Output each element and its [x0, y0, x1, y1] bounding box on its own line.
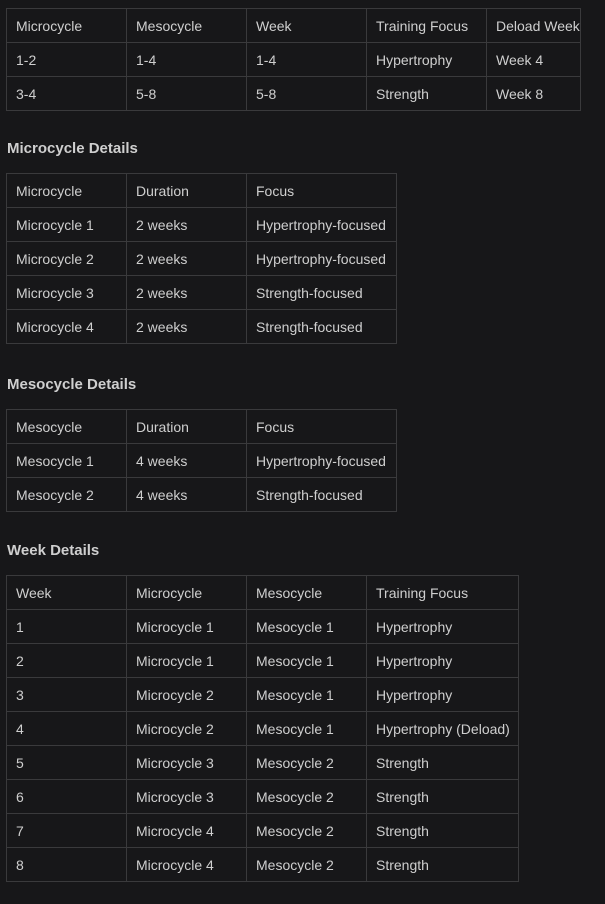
table-header-row: [7, 576, 519, 610]
header-cell: Duration: [127, 410, 247, 444]
table-cell: Mesocycle 2: [247, 814, 367, 848]
table-cell: Microcycle 4: [7, 310, 127, 344]
table-cell: 2 weeks: [127, 242, 247, 276]
table-cell: 1-4: [127, 43, 247, 77]
table-cell: Week 8: [487, 77, 581, 111]
table-cell: Mesocycle 1: [247, 610, 367, 644]
table-cell: Strength: [367, 746, 519, 780]
table-cell: Mesocycle 2: [247, 746, 367, 780]
table-cell: 4 weeks: [127, 478, 247, 512]
table-cell: Microcycle 1: [7, 208, 127, 242]
header-cell: Mesocycle: [7, 410, 127, 444]
table-cell: Mesocycle 1: [247, 644, 367, 678]
table-cell: Hypertrophy: [367, 678, 519, 712]
table-cell: Hypertrophy: [367, 43, 487, 77]
table-row: [7, 43, 581, 77]
section-heading-week-details: Week Details: [7, 542, 100, 559]
table-cell: Hypertrophy-focused: [247, 444, 397, 478]
table-row: [7, 610, 519, 644]
header-cell: Focus: [247, 410, 397, 444]
table-cell: Strength-focused: [247, 478, 397, 512]
table-cell: 5: [7, 746, 127, 780]
table-cell: Hypertrophy-focused: [247, 208, 397, 242]
table-row: [7, 848, 519, 882]
table-cell: 2 weeks: [127, 310, 247, 344]
section-heading-microcycle-details: Microcycle Details: [7, 140, 138, 157]
header-cell: Duration: [127, 174, 247, 208]
table-cell: Mesocycle 1: [247, 712, 367, 746]
table-cell: 4 weeks: [127, 444, 247, 478]
table-cell: Strength-focused: [247, 276, 397, 310]
table-header-row: [7, 410, 397, 444]
table-cell: Strength: [367, 814, 519, 848]
table-cell: 2 weeks: [127, 208, 247, 242]
header-cell: Microcycle: [7, 9, 127, 43]
header-cell: Deload Week: [487, 9, 581, 43]
table-cell: 2: [7, 644, 127, 678]
table-cell: Mesocycle 2: [247, 780, 367, 814]
table-row: [7, 310, 397, 344]
mesocycle-details-table: [6, 409, 397, 512]
week-details-table: [6, 575, 519, 882]
table-cell: 2 weeks: [127, 276, 247, 310]
header-cell: Mesocycle: [127, 9, 247, 43]
table-cell: 3-4: [7, 77, 127, 111]
table-cell: Microcycle 3: [127, 780, 247, 814]
table-cell: Mesocycle 1: [7, 444, 127, 478]
table-cell: Hypertrophy: [367, 610, 519, 644]
table-cell: 5-8: [127, 77, 247, 111]
table-cell: Microcycle 3: [127, 746, 247, 780]
table-cell: Hypertrophy-focused: [247, 242, 397, 276]
table-cell: Microcycle 2: [7, 242, 127, 276]
header-cell: Training Focus: [367, 9, 487, 43]
table-header-row: [7, 9, 581, 43]
table-cell: Microcycle 1: [127, 644, 247, 678]
table-row: [7, 208, 397, 242]
header-cell: Microcycle: [7, 174, 127, 208]
table-cell: Hypertrophy: [367, 644, 519, 678]
header-cell: Week: [7, 576, 127, 610]
header-cell: Training Focus: [367, 576, 519, 610]
table-row: [7, 478, 397, 512]
table-cell: 5-8: [247, 77, 367, 111]
section-heading-mesocycle-details: Mesocycle Details: [7, 376, 137, 393]
table-cell: Strength: [367, 848, 519, 882]
table-cell: Week 4: [487, 43, 581, 77]
table-cell: Microcycle 4: [127, 814, 247, 848]
table-cell: Mesocycle 2: [7, 478, 127, 512]
table-cell: Microcycle 2: [127, 712, 247, 746]
table-header-row: [7, 174, 397, 208]
header-cell: Week: [247, 9, 367, 43]
table-cell: Microcycle 3: [7, 276, 127, 310]
table-cell: Hypertrophy (Deload): [367, 712, 519, 746]
header-cell: Focus: [247, 174, 397, 208]
table-row: [7, 712, 519, 746]
table-cell: Microcycle 2: [127, 678, 247, 712]
header-cell: Microcycle: [127, 576, 247, 610]
table-row: [7, 77, 581, 111]
table-cell: Microcycle 4: [127, 848, 247, 882]
table-row: [7, 678, 519, 712]
table-cell: 1: [7, 610, 127, 644]
table-cell: Strength: [367, 77, 487, 111]
table-row: [7, 444, 397, 478]
table-row: [7, 276, 397, 310]
overview-table: [6, 8, 581, 111]
microcycle-details-table: [6, 173, 397, 344]
table-row: [7, 242, 397, 276]
table-cell: Mesocycle 1: [247, 678, 367, 712]
table-cell: 6: [7, 780, 127, 814]
header-cell: Mesocycle: [247, 576, 367, 610]
table-cell: Microcycle 1: [127, 610, 247, 644]
table-cell: 1-2: [7, 43, 127, 77]
table-cell: 3: [7, 678, 127, 712]
table-cell: Strength: [367, 780, 519, 814]
table-row: [7, 644, 519, 678]
table-cell: 4: [7, 712, 127, 746]
table-row: [7, 780, 519, 814]
table-row: [7, 814, 519, 848]
table-cell: 7: [7, 814, 127, 848]
table-row: [7, 746, 519, 780]
table-cell: Mesocycle 2: [247, 848, 367, 882]
table-cell: Strength-focused: [247, 310, 397, 344]
table-cell: 1-4: [247, 43, 367, 77]
table-cell: 8: [7, 848, 127, 882]
